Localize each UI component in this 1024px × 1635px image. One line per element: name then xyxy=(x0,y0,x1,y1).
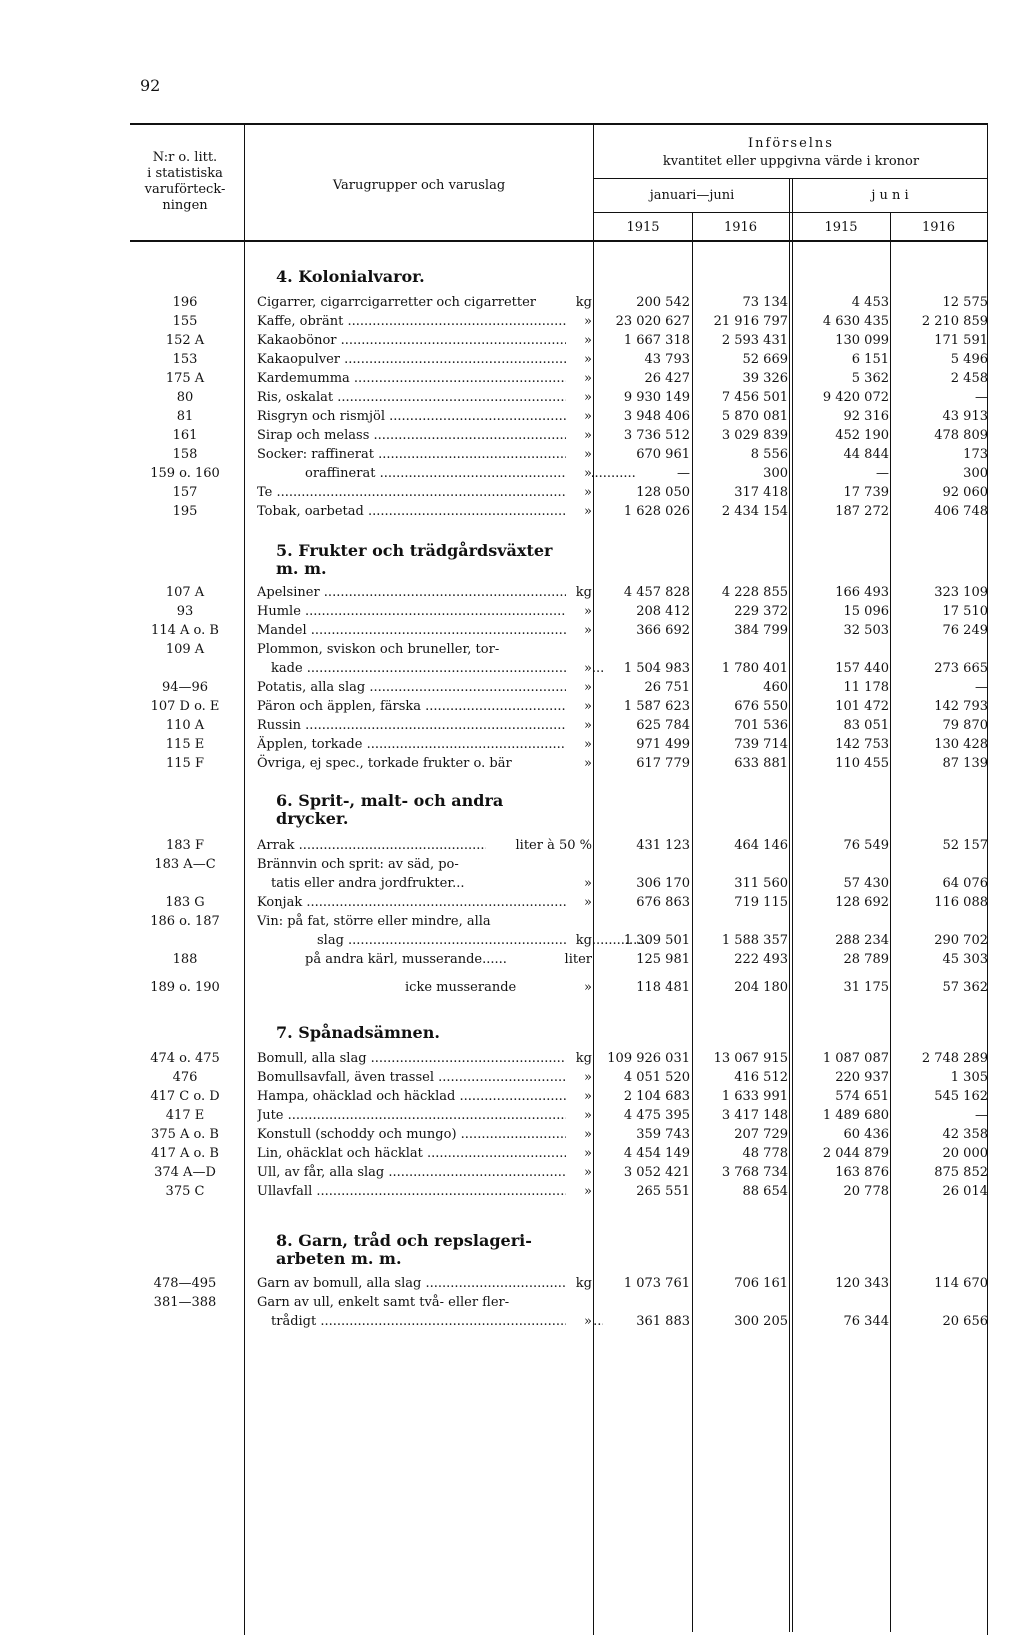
section-heading-frukter-cont: m. m. xyxy=(276,559,327,578)
section-heading-frukter: 5. Frukter och trädgårdsväxter xyxy=(276,541,553,560)
section-heading-kolonialvaror: 4. Kolonialvaror. xyxy=(276,267,425,286)
table-row: 107 A Apelsiner ..... kg 4 457 828 4 228 855 166 493 323 109 xyxy=(0,583,1024,602)
table-row: 195 Tobak, oarbetad ..... » 1 628 026 2 434 154 187 272 406 748 xyxy=(0,502,1024,521)
header-sub-title: kvantitet eller uppgivna värde i kronor xyxy=(662,154,920,169)
header-year-1: 1915 xyxy=(626,220,660,235)
header-mid-rule xyxy=(594,178,988,179)
table-row: 417 E Jute ..... » 4 475 395 3 417 148 1 489 680 — xyxy=(0,1106,1024,1125)
header-year-2: 1916 xyxy=(723,220,758,235)
table-row: 374 A—D Ull, av får, alla slag ..... » 3 052 421 3 768 734 163 876 875 852 xyxy=(0,1163,1024,1182)
table-row: 381—388 Garn av ull, enkelt samt två- eller fler- xyxy=(153,1295,510,1310)
table-row: 183 F Arrak ..... liter à 50 % 431 123 464 146 76 549 52 157 xyxy=(0,836,1024,855)
table-row: 115 F Övriga, ej spec., torkade frukter o. bär » 617 779 633 881 110 455 87 139 xyxy=(166,756,988,771)
top-rule xyxy=(130,123,988,125)
header-desc-col: Varugrupper och varuslag xyxy=(332,178,506,193)
table-row: 476 Bomullsavfall, även trassel ..... » 4 051 520 416 512 220 937 1 305 xyxy=(0,1068,1024,1087)
table-row: 94—96 Potatis, alla slag ..... » 26 751 460 11 178 — xyxy=(0,678,1024,697)
header-year-rule xyxy=(594,212,988,213)
table-row: 175 A Kardemumma ..... » 26 427 39 326 5 362 2 458 xyxy=(0,369,1024,388)
table-row: 478—495 Garn av bomull, alla slag ..... kg 1 073 761 706 161 120 343 114 670 xyxy=(0,1274,1024,1293)
header-period-2: j u n i xyxy=(871,188,909,203)
header-main-title: Införselns xyxy=(748,136,834,151)
table-row: trådigt ..... » 361 883 300 205 76 344 20 656 xyxy=(0,1312,1024,1331)
table-row: 155 Kaffe, obränt ..... » 23 020 627 21 916 797 4 630 435 2 210 859 xyxy=(0,312,1024,331)
table-row: 159 o. 160 oraffinerat ..... » — 300 — 300 xyxy=(0,464,1024,483)
page-number: 92 xyxy=(140,76,161,95)
table-row: 157 Te ..... » 128 050 317 418 17 739 92 060 xyxy=(0,483,1024,502)
table-row: 183 G Konjak ..... » 676 863 719 115 128 692 116 088 xyxy=(0,893,1024,912)
table-row: 114 A o. B Mandel ..... » 366 692 384 799 32 503 76 249 xyxy=(0,621,1024,640)
header-year-3: 1915 xyxy=(824,220,858,235)
table-row: tatis eller andra jordfrukter... » 306 170 311 560 57 430 64 076 xyxy=(271,876,988,891)
table-row: 196 Cigarrer, cigarrcigarretter och cigarretter kg 200 542 73 134 4 453 12 575 xyxy=(172,295,988,310)
table-row: 161 Sirap och melass ..... » 3 736 512 3 029 839 452 190 478 809 xyxy=(0,426,1024,445)
table-row: 115 E Äpplen, torkade ..... » 971 499 739 714 142 753 130 428 xyxy=(0,735,1024,754)
table-row: 110 A Russin ..... » 625 784 701 536 83 051 79 870 xyxy=(0,716,1024,735)
table-row: 80 Ris, oskalat ..... » 9 930 149 7 456 501 9 420 072 — xyxy=(0,388,1024,407)
table-row: 153 Kakaopulver ..... » 43 793 52 669 6 151 5 496 xyxy=(0,350,1024,369)
header-code-col: N:r o. litt. i statistiska varuförteck- ningen xyxy=(144,150,226,213)
table-row: 158 Socker: raffinerat ..... » 670 961 8 556 44 844 173 xyxy=(0,445,1024,464)
table-row: 188 på andra kärl, musserande...... liter 125 981 222 493 28 789 45 303 xyxy=(172,952,988,967)
table-row: 474 o. 475 Bomull, alla slag ..... kg 109 926 031 13 067 915 1 087 087 2 748 289 xyxy=(0,1049,1024,1068)
table-row: slag ..... kg 1 309 501 1 588 357 288 234 290 702 xyxy=(0,931,1024,950)
section-heading-garn: 8. Garn, tråd och repslageri- xyxy=(276,1231,532,1250)
header-period-1: januari—juni xyxy=(649,188,735,203)
table-row: 189 o. 190 icke musserande » 118 481 204 180 31 175 57 362 xyxy=(150,980,988,995)
header-bottom-rule xyxy=(130,240,988,242)
section-heading-sprit: 6. Sprit-, malt- och andra xyxy=(276,791,504,810)
header-year-4: 1916 xyxy=(921,220,956,235)
table-row: 417 A o. B Lin, ohäcklat och häcklat ..... » 4 454 149 48 778 2 044 879 20 000 xyxy=(0,1144,1024,1163)
table-row: 375 C Ullavfall ..... » 265 551 88 654 20 778 26 014 xyxy=(0,1182,1024,1201)
table-row: 93 Humle ..... » 208 412 229 372 15 096 17 510 xyxy=(0,602,1024,621)
section-heading-garn-cont: arbeten m. m. xyxy=(276,1249,402,1268)
table-row: 375 A o. B Konstull (schoddy och mungo) ..... » 359 743 207 729 60 436 42 358 xyxy=(0,1125,1024,1144)
table-row: 109 A Plommon, sviskon och bruneller, tor- xyxy=(165,642,500,657)
table-row: 417 C o. D Hampa, ohäcklad och häcklad ..... » 2 104 683 1 633 991 574 651 545 162 xyxy=(0,1087,1024,1106)
table-row: 81 Risgryn och rismjöl ..... » 3 948 406 5 870 081 92 316 43 913 xyxy=(0,407,1024,426)
table-row: 186 o. 187 Vin: på fat, större eller mindre, alla xyxy=(150,914,491,929)
table-row: 183 A—C Brännvin och sprit: av säd, po- xyxy=(154,857,459,872)
section-heading-sprit-cont: drycker. xyxy=(276,809,349,828)
section-heading-spanadsamnen: 7. Spånadsämnen. xyxy=(276,1023,440,1042)
table-row: 152 A Kakaobönor ..... » 1 667 318 2 593 431 130 099 171 591 xyxy=(0,331,1024,350)
table-row: 107 D o. E Päron och äpplen, färska ..... » 1 587 623 676 550 101 472 142 793 xyxy=(0,697,1024,716)
table-row: kade ..... » 1 504 983 1 780 401 157 440 273 665 xyxy=(0,659,1024,678)
